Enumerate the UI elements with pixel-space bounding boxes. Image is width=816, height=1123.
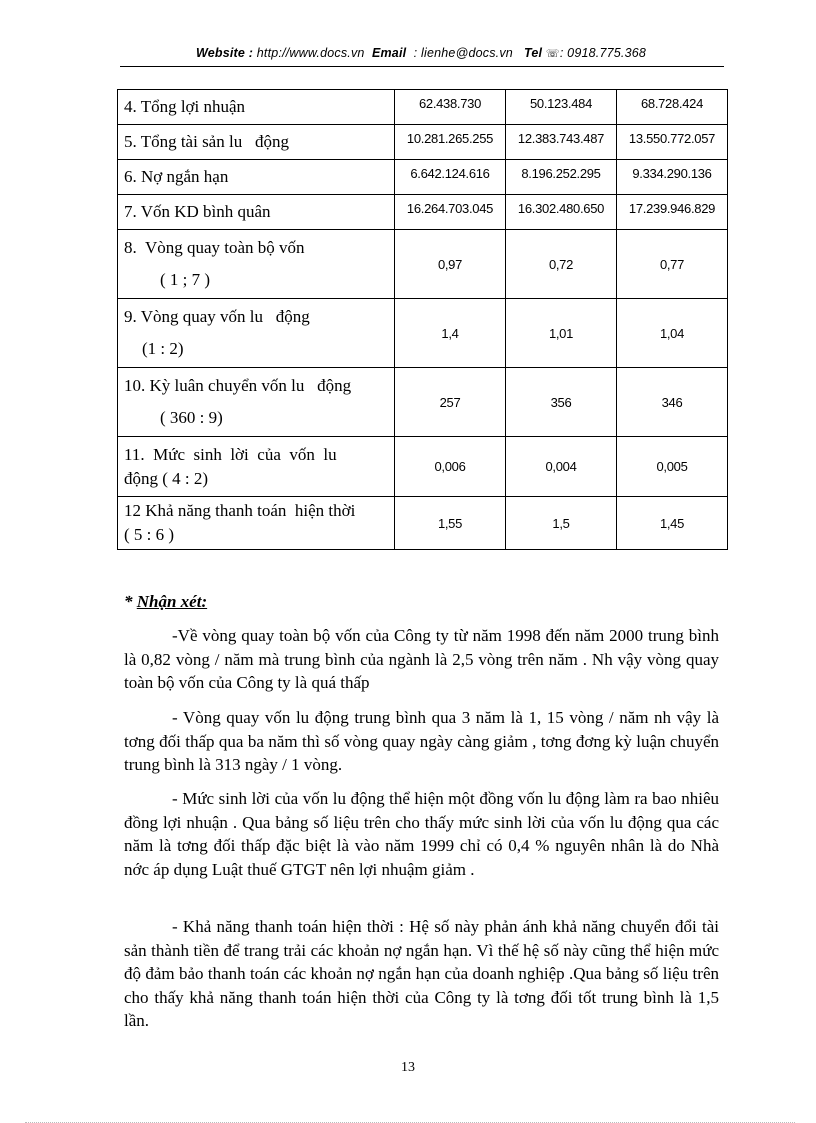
table-row — [118, 368, 728, 437]
heading-text: Nhận xét: — [136, 592, 208, 611]
value-cell-year-3: 1,45 — [617, 497, 728, 550]
page-header — [120, 46, 722, 60]
row-label: 9. Vòng quay vốn lu động — [124, 307, 310, 326]
row-label: 6. Nợ ngắn hạn — [124, 167, 229, 186]
phone-icon: ☏ — [545, 48, 560, 60]
table-row — [118, 160, 728, 195]
row-label-cell — [118, 125, 395, 160]
remarks-heading — [124, 592, 207, 612]
row-label: 5. Tổng tài sản lu động — [124, 132, 289, 151]
row-label-cell — [118, 90, 395, 125]
row-label-cell — [118, 230, 395, 299]
row-label-formula: động ( 4 : 2) — [124, 468, 209, 488]
row-label-formula: ( 1 ; 7 ) — [160, 270, 211, 289]
value-cell-year-1: 62.438.730 — [395, 90, 506, 125]
table-row — [118, 90, 728, 125]
value-cell-year-3: 346 — [617, 368, 728, 437]
row-label-cell — [118, 195, 395, 230]
row-label-cell — [118, 437, 395, 497]
row-label: 4. Tổng lợi nhuận — [124, 97, 246, 116]
value-cell-year-1: 1,55 — [395, 497, 506, 550]
value-cell-year-3: 13.550.772.057 — [617, 125, 728, 160]
heading-star: * — [124, 592, 137, 611]
value-cell-year-2: 0,72 — [506, 230, 617, 299]
value-cell-year-1: 1,4 — [395, 299, 506, 368]
tel-label: Tel — [523, 46, 543, 60]
value-cell-year-3: 0,77 — [617, 230, 728, 299]
financial-ratio-table — [117, 89, 728, 550]
value-cell-year-2: 0,004 — [506, 437, 617, 497]
header-divider — [120, 66, 724, 67]
value-cell-year-2: 1,5 — [506, 497, 617, 550]
value-cell-year-1: 0,97 — [395, 230, 506, 299]
value-cell-year-1: 0,006 — [395, 437, 506, 497]
value-cell-year-1: 16.264.703.045 — [395, 195, 506, 230]
row-label: 7. Vốn KD bình quân — [124, 202, 271, 221]
row-label-formula: (1 : 2) — [142, 339, 184, 358]
table-row — [118, 497, 728, 550]
table-row — [118, 299, 728, 368]
website-link[interactable]: http://www.docs.vn — [256, 46, 365, 60]
row-label-cell — [118, 497, 395, 550]
row-label: 10. Kỳ luân chuyển vốn lu động — [124, 376, 352, 395]
website-label: Website : — [195, 46, 254, 60]
value-cell-year-2: 8.196.252.295 — [506, 160, 617, 195]
tel-value: : 0918.775.368 — [559, 46, 647, 60]
row-label-cell — [118, 299, 395, 368]
value-cell-year-3: 1,04 — [617, 299, 728, 368]
row-label: 12 Khả năng thanh toán hiện thời — [124, 501, 356, 520]
value-cell-year-3: 0,005 — [617, 437, 728, 497]
table-row — [118, 195, 728, 230]
paragraph: - Vòng quay vốn lu động trung bình qua 3 năm là 1, 15 vòng / năm nh vậy là tơng đối thấp qua ba năm thì số vòng quay ngày càng giảm , tơng đơng kỳ luận chuyển trung bình là 313 ngày / 1 vòng. — [124, 708, 719, 774]
value-cell-year-1: 10.281.265.255 — [395, 125, 506, 160]
value-cell-year-2: 50.123.484 — [506, 90, 617, 125]
paragraph: -Về vòng quay toàn bộ vốn của Công ty từ năm 1998 đến năm 2000 trung bình là 0,82 vòng / năm mà trung bình của ngành là 2,5 vòng trên năm . Nh vậy vòng quay toàn bộ vốn của Công ty là quá thấp — [124, 626, 719, 692]
email-label: Email — [371, 46, 407, 60]
value-cell-year-2: 12.383.743.487 — [506, 125, 617, 160]
row-label-formula: ( 360 : 9) — [160, 408, 223, 427]
row-label: 8. Vòng quay toàn bộ vốn — [124, 238, 305, 257]
page-number: 13 — [401, 1060, 415, 1075]
email-link[interactable]: : lienhe@docs.vn — [413, 46, 513, 60]
table-row — [118, 437, 728, 497]
value-cell-year-3: 68.728.424 — [617, 90, 728, 125]
value-cell-year-1: 257 — [395, 368, 506, 437]
row-label: 11. Mức sinh lời của vốn lu — [124, 444, 337, 464]
table-row — [118, 230, 728, 299]
row-label-formula: ( 5 : 6 ) — [124, 525, 175, 544]
paragraph: - Mức sinh lời của vốn lu động thể hiện một đồng vốn lu động làm ra bao nhiêu đồng lợi nhuận . Qua bảng số liệu trên cho thấy mức sinh lời của vốn lu động qua các năm là tơng đối thấp đặc biệt là vào năm 1999 chỉ có 0,4 % nguyên nhân là do Nhà nớc áp dụng Luật thuế GTGT nên lợi nhuậm giảm . — [124, 789, 719, 879]
value-cell-year-2: 16.302.480.650 — [506, 195, 617, 230]
row-label-cell — [118, 368, 395, 437]
value-cell-year-3: 17.239.946.829 — [617, 195, 728, 230]
value-cell-year-1: 6.642.124.616 — [395, 160, 506, 195]
row-label-cell — [118, 160, 395, 195]
value-cell-year-2: 1,01 — [506, 299, 617, 368]
value-cell-year-3: 9.334.290.136 — [617, 160, 728, 195]
paragraph: - Khả năng thanh toán hiện thời : Hệ số này phản ánh khả năng chuyển đổi tài sản thành tiền để trang trải các khoản nợ ngắn hạn. Vì thế hệ số này cũng thể hiện mức độ đảm bảo thanh toán các khoản nợ ngắn hạn của doanh nghiệp .Qua bảng số liệu trên cho thấy khả năng thanh toán hiện thời của Công ty là tơng đối tốt trung bình là 1,5 lần. — [124, 917, 719, 1030]
value-cell-year-2: 356 — [506, 368, 617, 437]
table-row — [118, 125, 728, 160]
